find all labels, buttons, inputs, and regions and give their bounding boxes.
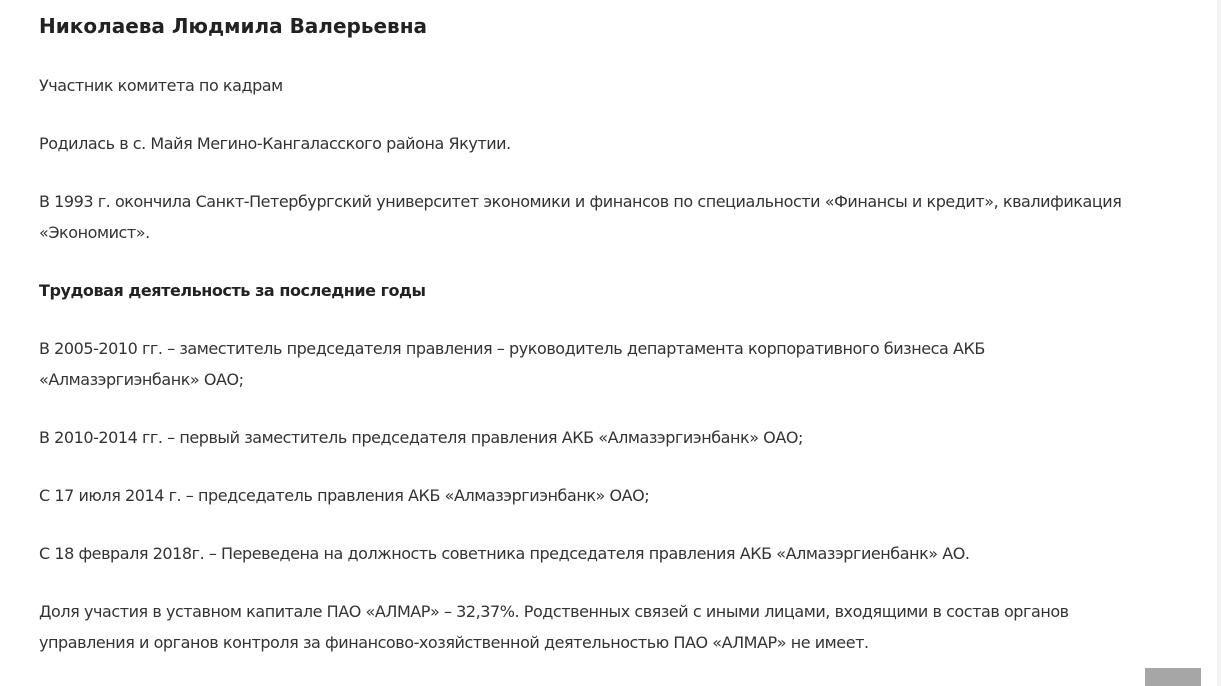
person-name: Николаева Людмила Валерьевна [39, 14, 428, 38]
career-item: С 17 июля 2014 г. – председатель правления АКБ «Алмазэргиэнбанк» ОАО; [39, 486, 650, 505]
career-heading: Трудовая деятельность за последние годы [39, 281, 426, 300]
scroll-to-top-button[interactable] [1145, 668, 1201, 686]
career-item: В 2005-2010 гг. – заместитель председателя правления – руководитель департамента корпоративного бизнеса АКБ «Алмазэргиэнбанк» ОАО; [39, 339, 985, 389]
profile-content [39, 0, 1139, 658]
birthplace-text: Родилась в с. Майя Мегино-Кангаласского района Якутии. [39, 134, 511, 153]
page-scrollbar[interactable] [1217, 0, 1221, 686]
career-item: С 18 февраля 2018г. – Переведена на должность советника председателя правления АКБ «Алмазэргиенбанк» АО. [39, 544, 970, 563]
shareholding-text: Доля участия в уставном капитале ПАО «АЛМАР» – 32,37%. Родственных связей с иными лицами, входящими в состав органов управления и органов контроля за финансово-хозяйственной деятельностью ПАО «АЛМАР» не имеет. [39, 602, 1069, 652]
committee-role: Участник комитета по кадрам [39, 76, 283, 95]
career-item: В 2010-2014 гг. – первый заместитель председателя правления АКБ «Алмазэргиэнбанк» ОАО; [39, 428, 803, 447]
education-text: В 1993 г. окончила Санкт-Петербургский университет экономики и финансов по специальности «Финансы и кредит», квалификация «Экономист». [39, 192, 1122, 242]
